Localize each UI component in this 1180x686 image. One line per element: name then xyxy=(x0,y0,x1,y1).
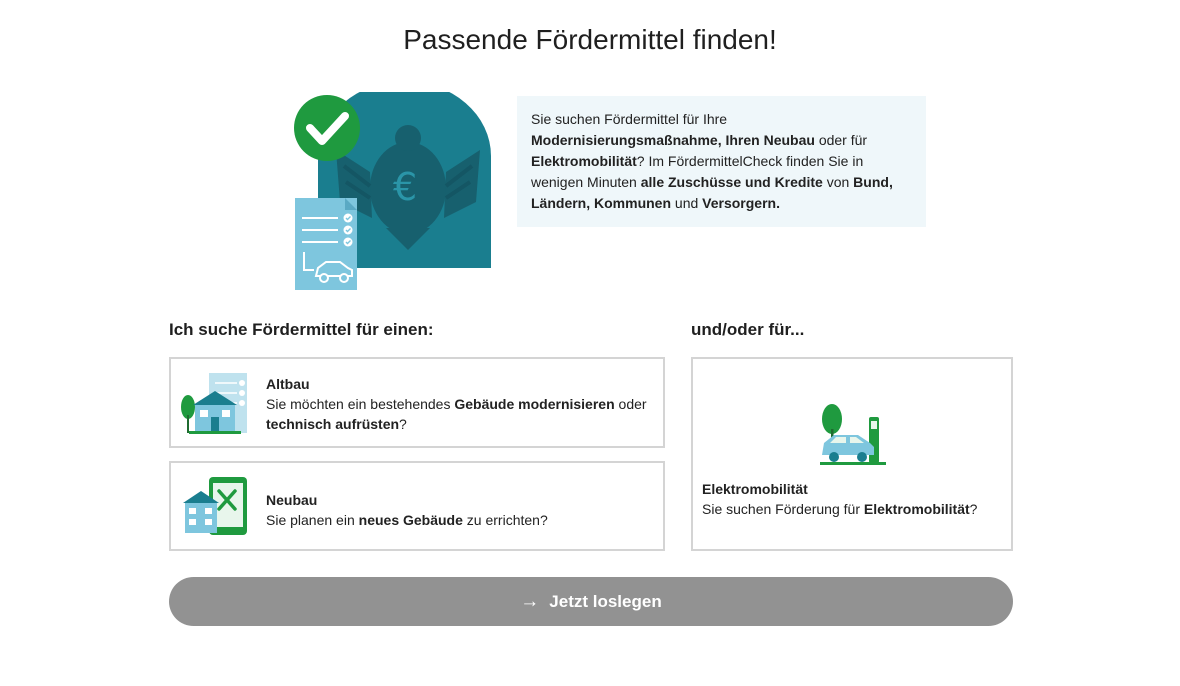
funding-eagle-illustration xyxy=(290,92,495,294)
neubau-description xyxy=(266,490,656,530)
neubau-title: Neubau xyxy=(266,492,318,508)
emobility-bold: Elektromobilität xyxy=(863,501,970,517)
arrow-right-icon: → xyxy=(520,591,540,612)
old-house-icon xyxy=(179,371,251,435)
emobility-text: Sie suchen Förderung für xyxy=(702,501,864,517)
start-button-label: Jetzt loslegen xyxy=(549,591,662,611)
intro-text: Sie suchen Fördermittel für Ihre xyxy=(531,111,728,127)
altbau-option-card[interactable] xyxy=(169,357,665,448)
altbau-bold-modernize: Gebäude modernisieren xyxy=(454,396,615,412)
neubau-bold-new-building: neues Gebäude xyxy=(358,512,463,528)
page-title: Passende Fördermittel finden! xyxy=(403,24,777,55)
intro-text: oder für xyxy=(814,132,868,148)
altbau-title: Altbau xyxy=(266,376,310,392)
emobility-title: Elektromobilität xyxy=(702,481,808,497)
altbau-description xyxy=(266,374,656,434)
svg-text:€: € xyxy=(393,165,418,209)
altbau-text: ? xyxy=(399,416,407,432)
emobility-description xyxy=(702,479,1002,519)
intro-bold-emobility: Elektromobilität xyxy=(531,153,637,169)
emobility-text: ? xyxy=(969,501,978,517)
neubau-text: Sie planen ein xyxy=(266,512,359,528)
intro-bold-suppliers: Versorgern. xyxy=(702,195,780,211)
electric-car-charging-icon xyxy=(818,403,890,467)
altbau-text: oder xyxy=(614,396,647,412)
intro-info-box xyxy=(517,96,926,227)
building-type-heading: Ich suche Fördermittel für einen: xyxy=(169,320,434,339)
intro-bold-renovation: Modernisierungsmaßnahme, Ihren Neubau xyxy=(531,132,815,148)
emobility-option-card[interactable] xyxy=(691,357,1013,551)
altbau-bold-upgrade: technisch aufrüsten xyxy=(266,416,400,432)
intro-bold-authorities: Bund, Ländern, Kommunen xyxy=(531,174,893,211)
new-building-icon xyxy=(179,475,251,537)
neubau-text: zu errichten? xyxy=(462,512,548,528)
intro-text: von xyxy=(822,174,854,190)
altbau-text: Sie möchten ein bestehendes xyxy=(266,396,455,412)
neubau-option-card[interactable] xyxy=(169,461,665,551)
extra-option-heading: und/oder für... xyxy=(691,320,805,339)
intro-text: ? Im FördermittelCheck finden Sie in wenigen Minuten xyxy=(531,153,864,190)
intro-text: und xyxy=(671,195,703,211)
start-button[interactable] xyxy=(169,577,1013,626)
intro-bold-grants: alle Zuschüsse und Kredite xyxy=(640,174,823,190)
